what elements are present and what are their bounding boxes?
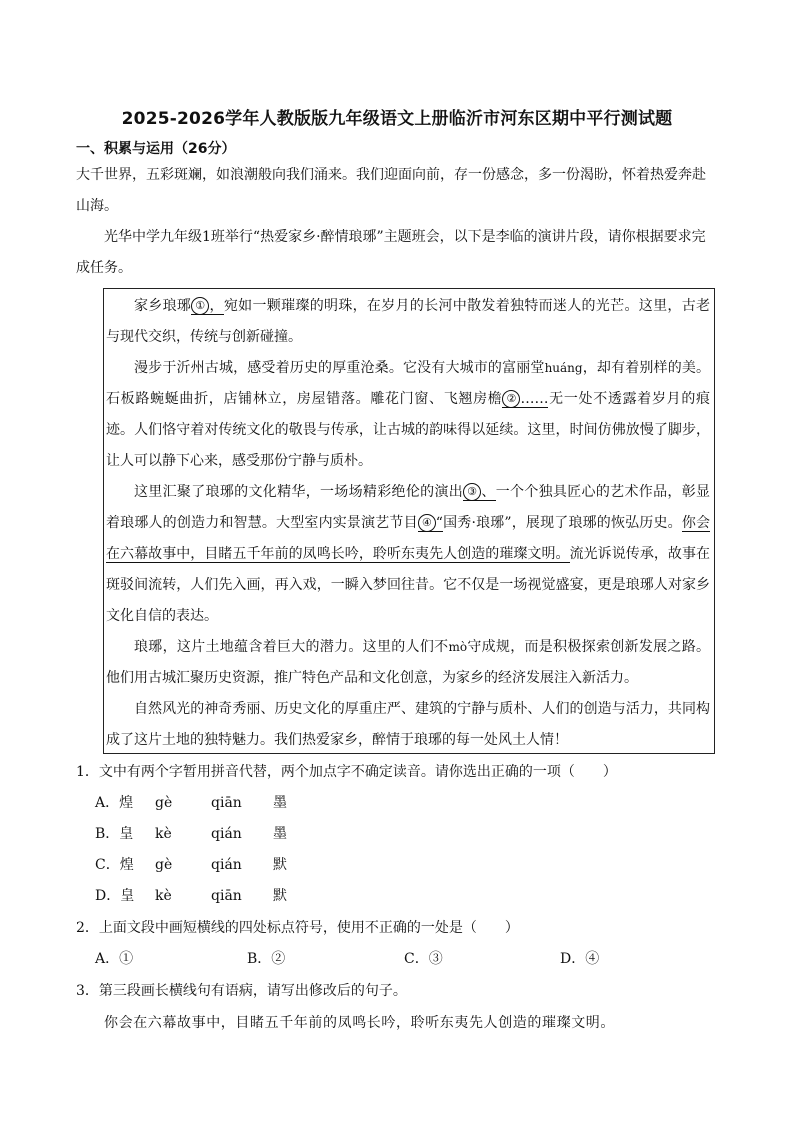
passage-paragraph-5: 自然风光的神奇秀丽、历史文化的厚重庄严、建筑的宁静与质朴、人们的创造与活力，共同构成了这片土地的独特魅力。我们热爱家乡，醉情于琅琊的每一处风土人情！ — [106, 701, 710, 748]
mark-3: ③ 、 — [463, 484, 496, 501]
question-1-option-b[interactable]: B．皇 kè qián 墨 — [95, 826, 287, 842]
question-2-option-b[interactable]: B．② — [247, 951, 286, 967]
page-title: 2025-2026学年人教版版九年级语文上册临沂市河东区期中平行测试题 — [121, 109, 673, 129]
passage-paragraph-4: 琅琊，这片土地蕴含着巨大的潜力。这里的人们不mò守成规，而是积极探索创新发展之路。他们用古城汇聚历史资源，推广特色产品和文化创意，为家乡的经济发展注入新活力。 — [106, 639, 711, 686]
passage-box — [103, 288, 715, 754]
mark-4: ④ “ — [418, 515, 443, 532]
circled-number-1: ① — [191, 297, 209, 315]
mark-1: ① ， — [191, 298, 224, 315]
circled-number-2: ② — [502, 390, 520, 408]
section-heading: 一、积累与运用（26分） — [76, 141, 236, 157]
question-1-option-c[interactable]: C．煌 gè qián 默 — [95, 857, 287, 873]
question-2-option-a[interactable]: A．① — [95, 951, 134, 967]
question-3-stem: 3．第三段画长横线句有语病，请写出修改后的句子。 — [76, 983, 407, 999]
question-1-stem: 1．文中有两个字暂用拼音代替，两个加点字不确定读音。请你选出正确的一项（ ） — [76, 764, 617, 780]
question-2-option-c[interactable]: C．③ — [404, 951, 443, 967]
pinyin-2: mò — [448, 640, 468, 654]
passage-paragraph-3: 这里汇聚了琅琊的文化精华，一场场精彩绝伦的演出 ③ 、一个个独具匠心的艺术作品，彰显着琅琊人的创造力和智慧。大型室内实景演艺节目 ④ “国秀·琅琊”，展现了琅琊的恢弘历史。你会在六幕故事中，目睹五千年前的凤鸣长吟，聆听东夷先人创造的璀璨文明。流光诉说传承，故事在斑驳间流转，人们先入画，再入戏，一瞬入梦回往昔。它不仅是一场视觉盛宴，更是琅琊人对家乡文化自信的表达。 — [106, 484, 711, 624]
intro-paragraph-1: 大千世界，五彩斑斓，如浪潮般向我们涌来。我们迎面向前，存一份感念，多一份渴盼，怀着热爱奔赴山海。 — [76, 167, 706, 214]
question-1-option-a[interactable]: A．煌 gè qiān 墨 — [95, 795, 287, 811]
intro-paragraph-2: 光华中学九年级1班举行“热爱家乡·醉情琅琊”主题班会，以下是李临的演讲片段，请你根据要求完成任务。 — [76, 229, 706, 276]
pinyin-1: huáng — [544, 361, 583, 375]
question-1-option-d[interactable]: D．皇 kè qiān 默 — [95, 888, 287, 904]
question-2-stem: 2．上面文段中画短横线的四处标点符号，使用不正确的一处是（ ） — [76, 920, 519, 936]
passage-paragraph-2: 漫步于沂州古城，感受着历史的厚重沧桑。它没有大城市的富丽堂huáng，却有着别样的美。石板路蜿蜒曲折，店铺林立，房屋错落。雕花门窗、飞翘房檐 ② ……无一处不透露着岁月的痕迹。人们恪守着对传统文化的敬畏与传承，让古城的韵味得以延续。这里，时间仿佛放慢了脚步，让人可以静下心来，感受那份宁静与质朴。 — [106, 360, 711, 469]
question-3-quote: 你会在六幕故事中，目睹五千年前的凤鸣长吟，聆听东夷先人创造的璀璨文明。 — [104, 1015, 615, 1031]
passage-paragraph-1: 家乡琅琊 ① ，宛如一颗璀璨的明珠，在岁月的长河中散发着独特而迷人的光芒。这里，古老与现代交织，传统与创新碰撞。 — [106, 298, 711, 345]
circled-number-3: ③ — [463, 483, 481, 501]
question-2-option-d[interactable]: D．④ — [560, 951, 600, 967]
circled-number-4: ④ — [418, 514, 436, 532]
mark-2: ② …… — [502, 391, 548, 408]
faulty-sentence: 你会在六幕故事中，目睹五千年前的凤鸣长吟，聆听东夷先人创造的璀璨文明。 — [106, 515, 710, 562]
